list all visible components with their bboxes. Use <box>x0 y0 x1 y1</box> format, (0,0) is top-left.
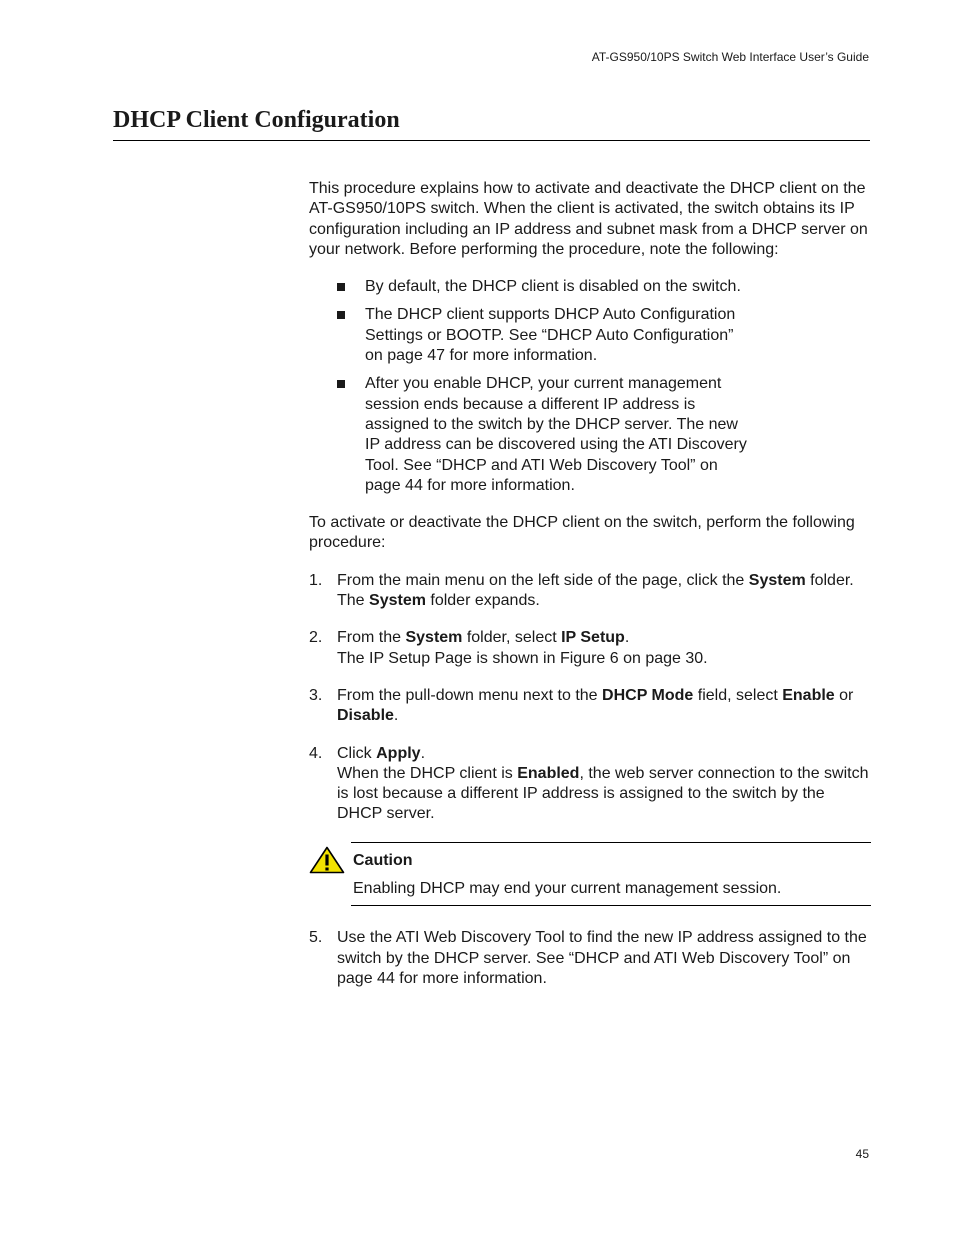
step-text: The <box>337 592 370 610</box>
step-text: folder. <box>805 571 854 589</box>
step-text: field, select <box>693 686 783 704</box>
section-title: DHCP Client Configuration <box>113 107 400 133</box>
step-5 <box>309 928 871 989</box>
notes-list <box>309 277 749 496</box>
step-instruction <box>337 744 871 764</box>
step-instruction <box>337 571 871 591</box>
step-text: From the <box>337 629 406 647</box>
step-emphasis: DHCP Mode <box>602 686 694 704</box>
step-number: 4. <box>309 744 323 762</box>
step-text: Click <box>337 744 377 762</box>
step-instruction: Use the ATI Web Discovery Tool to find the new IP address assigned to the switch by the DHCP server. See “DHCP and ATI Web Discovery Tool” on page 44 for more information. <box>337 929 867 987</box>
step-instruction <box>337 628 871 648</box>
step-number: 5. <box>309 929 323 947</box>
step-text: When the DHCP client is <box>337 764 518 782</box>
bullet-text: By default, the DHCP client is disabled on the switch. <box>365 278 741 296</box>
step-text: , the web server connection to the switch is lost because a different IP address is assigned to the switch by the DHCP server. <box>337 764 869 823</box>
content-body <box>309 179 871 1006</box>
step-text: folder expands. <box>425 592 540 610</box>
warning-icon <box>309 846 345 874</box>
bullet-text: After you enable DHCP, your current management session ends because a different IP address is assigned to the switch by the DHCP server. The new IP address can be discovered using the ATI Discovery Tool. See “DHCP and ATI Web Discovery Tool” on page 44 for more information. <box>365 375 747 494</box>
step-emphasis: System <box>405 629 463 647</box>
running-header: AT-GS950/10PS Switch Web Interface User’s Guide <box>591 50 869 64</box>
step-number: 1. <box>309 571 323 589</box>
step-4 <box>309 744 871 825</box>
step-emphasis: Enabled <box>517 764 580 782</box>
page-number: 45 <box>855 1147 869 1161</box>
step-emphasis: System <box>748 571 806 589</box>
step-text: . <box>420 744 426 762</box>
bullet-text: The DHCP client supports DHCP Auto Configuration Settings or BOOTP. See “DHCP Auto Configuration” on page 47 for more information. <box>365 306 736 365</box>
step-text: or <box>834 686 854 704</box>
list-item <box>309 277 749 297</box>
step-result <box>337 591 871 611</box>
step-result: The IP Setup Page is shown in Figure 6 on page 30. <box>337 649 708 667</box>
step-2 <box>309 628 871 669</box>
caution-bottom-rule <box>351 905 871 906</box>
step-text: . <box>624 629 630 647</box>
step-emphasis: System <box>369 592 426 610</box>
title-rule <box>113 140 870 141</box>
square-bullet-icon <box>337 380 345 388</box>
step-emphasis: Enable <box>782 686 835 704</box>
step-text: From the main menu on the left side of the page, click the <box>337 571 749 589</box>
step-number: 3. <box>309 686 323 704</box>
step-instruction <box>337 686 871 727</box>
step-result <box>337 764 871 825</box>
square-bullet-icon <box>337 283 345 291</box>
list-item <box>309 305 749 366</box>
step-text: From the pull-down menu next to the <box>337 686 603 704</box>
procedure-intro: To activate or deactivate the DHCP client on the switch, perform the following procedure: <box>309 514 855 552</box>
step-emphasis: Apply <box>376 744 421 762</box>
caution-text: Enabling DHCP may end your current management session. <box>353 880 782 898</box>
step-emphasis: Disable <box>337 707 394 725</box>
square-bullet-icon <box>337 311 345 319</box>
caution-top-rule <box>351 842 871 843</box>
step-number: 2. <box>309 629 323 647</box>
step-text: . <box>393 707 399 725</box>
step-emphasis: IP Setup <box>561 629 625 647</box>
list-item <box>309 374 749 496</box>
step-1 <box>309 571 871 612</box>
step-text: folder, select <box>462 629 562 647</box>
step-3 <box>309 686 871 727</box>
caution-box <box>309 842 871 907</box>
intro-paragraph: This procedure explains how to activate and deactivate the DHCP client on the AT-GS950/10PS switch. When the client is activated, the switch obtains its IP configuration including an IP address and subnet mask from a DHCP server on your network. Before performing the procedure, note the following: <box>309 180 868 258</box>
caution-title: Caution <box>353 851 413 869</box>
